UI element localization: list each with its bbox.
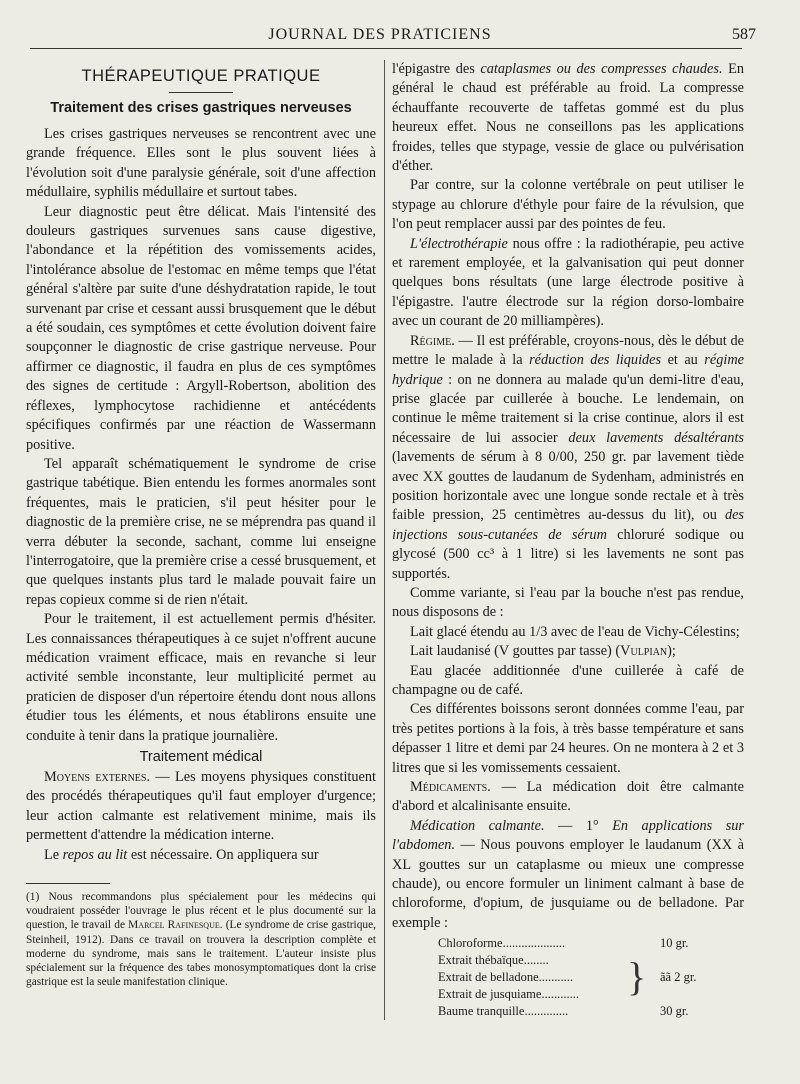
paragraph [392,642,744,661]
paragraph: Lait glacé étendu au 1/3 avec de l'eau de Vichy-Célestins; [410,623,740,640]
paragraph: Ces différentes boissons seront données comme l'eau, par très petites portions à la fois, à très basse température et sans dépasser 1 litre et demi par 24 heures. On ne montera à 2 et 3 litres que si les vomissements cessaient. [392,701,744,776]
text-run: En général le chaud est préférable au froid. La compresse échauffante recouverte de taffetas gommé est du plus heureux effet. Nous ne conseillons pas les applications froides, telles que stypage, vessie de glace ou pulvérisation d'éther. [392,61,745,175]
emphasis: L'électrothérapie [410,235,508,252]
text-run: — La médication doit être calmante d'abord et alcalinisante ensuite. [392,779,744,815]
subsection-title: Traitement médical [139,749,263,765]
paragraph: Eau glacée additionnée d'une cuillerée à café de champagne ou de café. [392,662,744,698]
paragraph: Tel apparaît schématiquement le syndrome de crise gastrique tabétique. Bien entendu les formes anormales sont fréquentes, mais le praticien, s'il peut hésiter pour le diagnostic de la première crise, ne se méprendra pas quand il verra débuter la seconde, sachant, comme lui enseigne l'interrogatoire, que la première crise a cessé brusquement, et que quelques instants plus tard le malade pouvait faire un repas copieux comme si de rien n'était. [26,455,376,608]
title-rule [169,92,233,93]
emphasis: En applications sur l'abdomen. [392,817,744,854]
prescription-line [420,969,744,986]
right-column [392,60,744,1020]
paragraph [392,235,744,332]
paragraph [26,846,376,865]
emphasis: deux lavements désaltérants [568,429,744,446]
run-in-heading: Moyens externes. [44,769,151,785]
ingredient-quantity: 10 gr. [660,936,689,951]
text-run: est nécessaire. On appliquera sur [127,846,319,863]
paragraph [392,60,744,176]
left-column [26,60,376,989]
ingredient-name: Chloroforme.................... [438,936,566,951]
page-number: 587 [732,26,756,43]
paragraph: Comme variante, si l'eau par la bouche n'est pas rendue, nous disposons de : [392,584,744,621]
ingredient-name: Baume tranquille.............. [438,1004,569,1019]
paragraph [26,768,376,846]
prescription-line [420,952,744,969]
text-run: — Les moyens physiques constituent des procédés thérapeutiques qu'il faut employer d'urgence; leur action calmante est relativement minime, mais ils permettent d'attendre la médication interne. [26,769,376,844]
text-run: Lait laudanisé (V gouttes par tasse) ( [410,643,621,660]
text-run: et au [661,352,705,369]
prescription-line [420,935,744,952]
text-run: chloruré sodique ou glycosé (500 cc³ à 1 litre) si les lavements ne sont pas supportés. [392,526,744,582]
paragraph [392,332,744,584]
ingredient-quantity: ãã 2 gr. [660,970,697,985]
author-name: Marcel Rafinesque [128,919,220,932]
text-run: ); [667,643,676,660]
text-run: l'épigastre des [392,61,481,77]
ingredient-name: Extrait thébaïque........ [438,953,549,968]
paragraph: Leur diagnostic peut être délicat. Mais l'intensité des douleurs gastriques survenues sans cause digestive, l'abondance et la répétition des vomissements acides, l'intolérance absolue de l'estomac en même temps que l'état général s'altère par suite d'une déshydratation rapide, le tout survenant par crise et cessant aussi brusquement que le début a été soudain, ces symptômes et cette évolution doivent faire soupçonner le diagnostic de crise gastrique nerveuse. Pour affirmer ce diagnostic, il faudra en plus de ces symptômes des signes de certitude : Argyll-Robertson, abolition des réflexes, lymphocytose rachidienne et antécédents spécifiques confirmés par une réaction de Wassermann positive. [26,203,376,453]
section-title: THÉRAPEUTIQUE PRATIQUE [81,67,321,85]
paragraph: Les crises gastriques nerveuses se rencontrent avec une grande fréquence. Elles sont le plus souvent liées à l'évolution soit d'une paralysie générale, soit d'une affection médullaire, syphilis médullaire et surtout tabes. [26,126,376,201]
emphasis: des injections sous-cutanées de sérum [392,507,744,543]
text-run: (1) Nous recommandons plus spécialement pour les médecins qui voudraient posséder l'ouvrage le plus récent et le plus documenté sur la question, le travail de [26,891,376,932]
paragraph [392,817,744,933]
text-run: . (Le syndrome de crise gastrique, Steinheil, 1912). Dans ce travail on trouvera la description complète et moderne du syndrome, mais sans le traitement. L'auteur insiste plus spécialement sur la fréquence des tabes monosymptomatiques dont la crise gastrique est la seule manifestation clinique. [26,919,376,989]
article-subtitle: Traitement des crises gastriques nerveuses [50,100,352,116]
text-run: — Il est préférable, croyons-nous, dès le début de mettre le malade à la [392,332,744,369]
paragraph [392,778,744,817]
paragraph: Pour le traitement, il est actuellement permis d'hésiter. Les connaissances thérapeutiques à ce sujet n'offrent aucune médication vraiment efficace, mais en revanche si leur activité semble inconstante, leur multiplicité permet au praticien de disposer d'un répertoire étendu dont nous allons étudier tous les éléments, et nous établirons ensuite une conduite à tenir dans la pratique journalière. [26,611,376,744]
text-run: Le [44,846,63,863]
text-run: (lavements de sérum à 8 0/00, 250 gr. par lavement tiède avec XX gouttes de laudanum de Sydenham, administrés en position horizontale avec une longue sonde rectale et à très faible pression, 25 centimètres au-dessus du lit), ou [392,449,744,524]
text-run: : on ne donnera au malade qu'un demi-litre d'eau, prise glacée par cuillerée à bouche. Le lendemain, on continue le même traitement si la crise continue, alors il est nécessaire de lui associer [392,371,744,446]
run-in-heading: Régime. [410,332,455,349]
footnote [26,890,376,989]
column-divider [384,60,385,1020]
text-run: — 1° [544,817,613,834]
journal-title: JOURNAL DES PRATICIENS [268,26,492,43]
emphasis: Médication calmante. [410,817,545,834]
text-run: — Nous pouvons employer le laudanum (XX à XL gouttes sur un cataplasme ou mieux une compresse chaude), ou encore formuler un liniment calmant à base de chloroforme, d'opium, de jusquiame ou de belladone. Par exemple : [392,837,744,931]
run-in-heading: Médicaments. [410,779,491,796]
ingredient-quantity: 30 gr. [660,1004,689,1019]
text-run: nous offre : la radiothérapie, peu active et rarement employée, et la galvanisation qui peut donner quelques bons résultats (une large électrode positive à l'épigastre. l'autre électrode sur la région dorso-lombaire avec un courant de 20 milliampères). [392,235,744,330]
emphasis: cataplasmes ou des compresses chaudes. [480,61,723,77]
header-rule [30,48,742,49]
emphasis: régime hydrique [392,352,744,388]
emphasis: repos au lit [62,846,128,863]
prescription-line [420,986,744,1003]
ingredient-name: Extrait de jusquiame............ [438,987,579,1002]
footnote-rule [26,883,110,884]
prescription [420,935,744,1020]
ingredient-name: Extrait de belladone........... [438,970,574,985]
author-name: Vulpian [620,643,668,660]
emphasis: réduction des liquides [529,352,662,369]
paragraph: Par contre, sur la colonne vertébrale on peut utiliser le stypage au chlorure d'éthyle pour faire de la révulsion, que l'on peut remplacer aussi par des pointes de feu. [392,177,744,233]
brace-glyph: } [627,954,647,1000]
prescription-line [420,1003,744,1020]
